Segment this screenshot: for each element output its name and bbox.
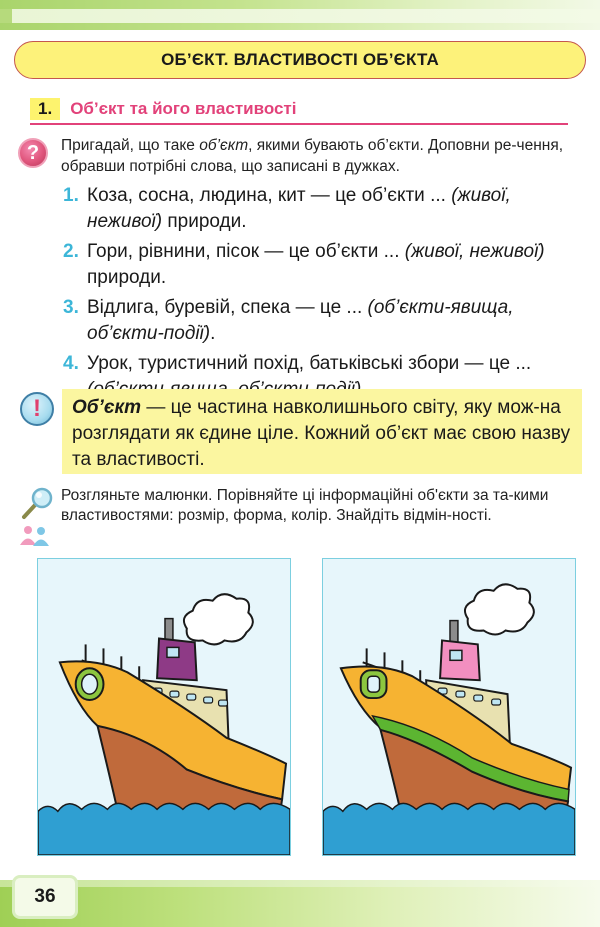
list-item-number: 4. xyxy=(63,353,79,374)
task-text: Розгляньте малюнки. Порівняйте ці інформаційні об'єкти за та-кими властивостями: розмір, форма, колір. Знайдіть відмін-ності. xyxy=(61,487,549,524)
definition-box xyxy=(62,389,582,474)
list-item xyxy=(63,295,583,347)
list-item-options: (живої, неживої) xyxy=(404,241,545,262)
page-number: 36 xyxy=(34,886,56,907)
list-item-after: природи. xyxy=(162,211,247,232)
list-item-text: Урок, туристичний похід, батьківські збори — це ... xyxy=(87,353,532,374)
top-decor-stripe xyxy=(0,9,600,23)
definition-term: Об’єкт xyxy=(72,397,142,418)
ship-picture-left xyxy=(37,558,291,856)
intro-text xyxy=(61,135,581,177)
section-number: 1. xyxy=(30,98,60,120)
definition-text: — це частина навколишнього світу, яку мож-на розглядати як єдине ціле. Кожний об’єкт має свою назву та властивості. xyxy=(72,397,571,470)
list-item-text: Коза, сосна, людина, кит — це об’єкти ... xyxy=(87,185,452,206)
exclamation-icon: ! xyxy=(20,392,54,426)
list-item-options: (живої, неживої) xyxy=(87,185,511,232)
list-item-text: Відлига, буревій, спека — це ... xyxy=(87,297,368,318)
list-item-number: 1. xyxy=(63,185,79,206)
people-icon xyxy=(18,524,52,546)
top-decor-band xyxy=(0,0,600,30)
list-item-number: 3. xyxy=(63,297,79,318)
page-title-banner xyxy=(14,41,586,79)
question-icon: ? xyxy=(18,138,48,168)
intro-part2: , якими бувають об’єкти. Доповни ре-чення, обравши потрібні слова, що записані в дужках. xyxy=(61,137,564,175)
list-item xyxy=(63,239,583,291)
bottom-decor-stripe xyxy=(0,880,600,887)
page-title: ОБ’ЄКТ. ВЛАСТИВОСТІ ОБ’ЄКТА xyxy=(161,50,439,69)
bottom-decor-band xyxy=(0,880,600,927)
list-item-text: Гори, рівнини, пісок — це об’єкти ... xyxy=(87,241,405,262)
intro-part1: Пригадай, що таке xyxy=(61,137,200,154)
ship-picture-right xyxy=(322,558,576,856)
section-title: Об’єкт та його властивості xyxy=(70,99,297,118)
exercise-list xyxy=(63,183,583,407)
ship-left-illustration xyxy=(38,559,290,855)
list-item xyxy=(63,183,583,235)
page-number-tab xyxy=(12,875,78,919)
magnifier-icon xyxy=(18,485,54,521)
section-heading xyxy=(30,95,568,125)
ship-right-illustration xyxy=(323,559,575,855)
intro-emphasis: об’єкт xyxy=(199,137,249,154)
list-item-options: (об’єкти-явища, об’єкти-події) xyxy=(87,297,514,344)
top-decor-tab xyxy=(0,9,12,23)
list-item-number: 2. xyxy=(63,241,79,262)
list-item-after: . xyxy=(210,323,216,344)
list-item-after: природи. xyxy=(87,267,167,288)
